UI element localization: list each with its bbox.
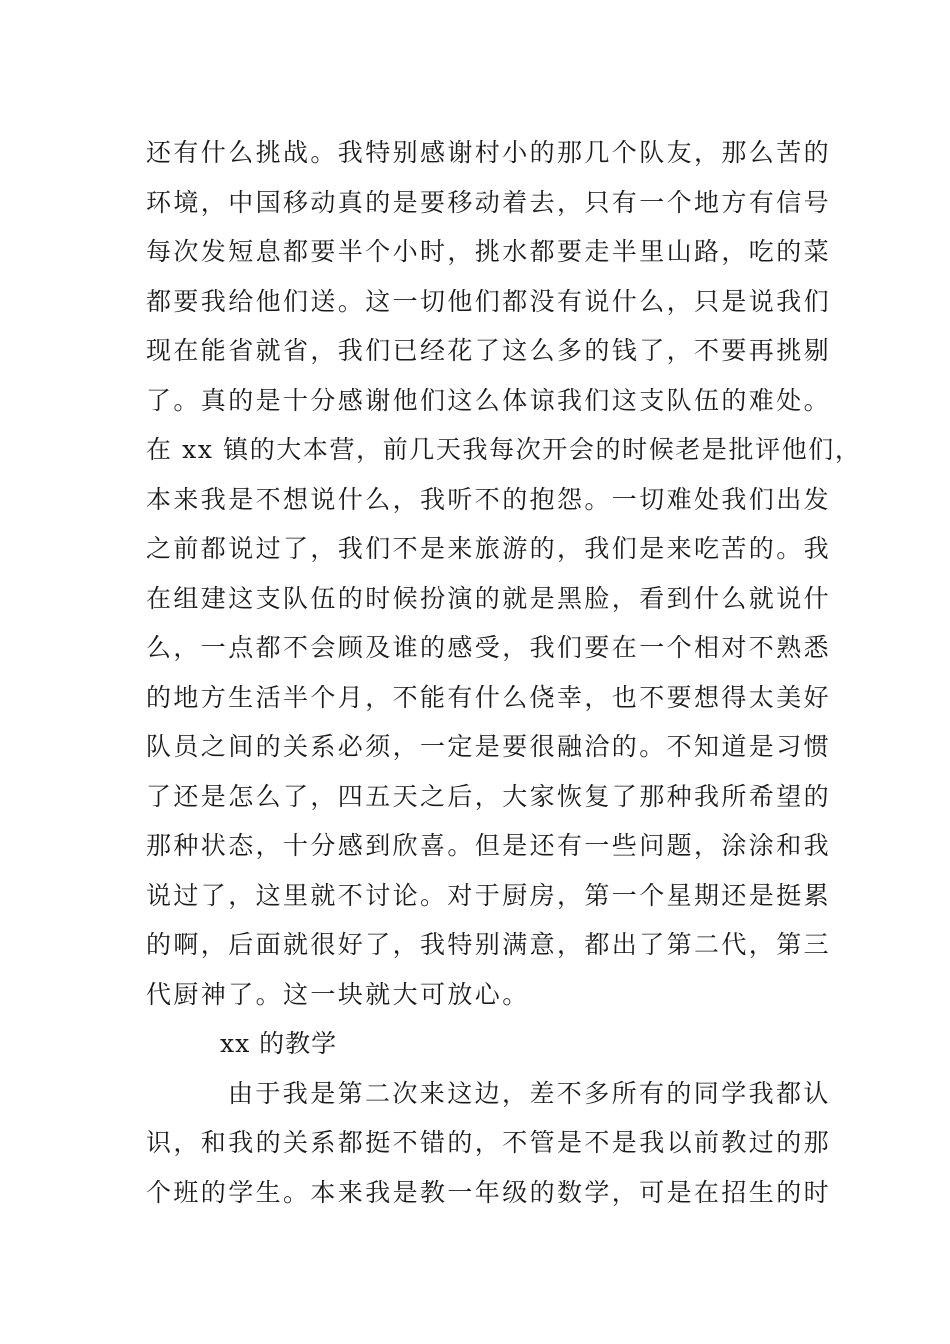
text-line: 了还是怎么了，四五天之后，大家恢复了那种我所希望的: [146, 781, 832, 811]
text-line: 还有什么挑战。我特别感谢村小的那几个队友，那么苦的: [146, 138, 832, 167]
section-heading: xx 的教学: [220, 1029, 338, 1058]
text-line: 的地方生活半个月，不能有什么侥幸，也不要想得太美好: [146, 682, 832, 712]
paragraph-2: [146, 1069, 832, 1218]
text-line: 那种状态，十分感到欣喜。但是还有一些问题，涂涂和我: [146, 831, 832, 860]
text-line: 本来我是不想说什么，我听不的抱怨。一切难处我们出发: [146, 484, 832, 514]
paragraph-1: [146, 128, 862, 1019]
text-line: 每次发短息都要半个小时，挑水都要走半里山路，吃的菜: [146, 237, 832, 266]
text-line: 环境，中国移动真的是要移动着去，只有一个地方有信号: [146, 187, 832, 217]
text-line: 都要我给他们送。这一切他们都没有说什么，只是说我们: [146, 286, 832, 316]
text-line: 说过了，这里就不讨论。对于厨房，第一个星期还是挺累: [146, 880, 832, 910]
text-line: 识，和我的关系都挺不错的，不管是不是我以前教过的那: [146, 1128, 832, 1157]
text-line: 了。真的是十分感谢他们这么体谅我们这支队伍的难处。: [146, 385, 832, 415]
text-line: 个班的学生。本来我是教一年级的数学，可是在招生的时: [146, 1177, 832, 1207]
text-line: 之前都说过了，我们不是来旅游的，我们是来吃苦的。我: [146, 534, 832, 563]
text-line: 代厨神了。这一块就大可放心。: [146, 979, 530, 1009]
text-line: 队员之间的关系必须，一定是要很融洽的。不知道是习惯: [146, 732, 832, 761]
text-line: 么，一点都不会顾及谁的感受，我们要在一个相对不熟悉: [146, 633, 832, 662]
text-line: 由于我是第二次来这边，差不多所有的同学我都认: [228, 1078, 831, 1108]
text-line: 的啊，后面就很好了，我特别满意，都出了第二代，第三: [146, 930, 832, 959]
text-line: 在 xx 镇的大本营，前几天我每次开会的时候老是批评他们，: [146, 435, 862, 464]
text-line: 在组建这支队伍的时候扮演的就是黑脸，看到什么就说什: [146, 583, 832, 613]
document-body: [146, 128, 862, 1217]
text-line: 现在能省就省，我们已经花了这么多的钱了，不要再挑剔: [146, 336, 832, 365]
